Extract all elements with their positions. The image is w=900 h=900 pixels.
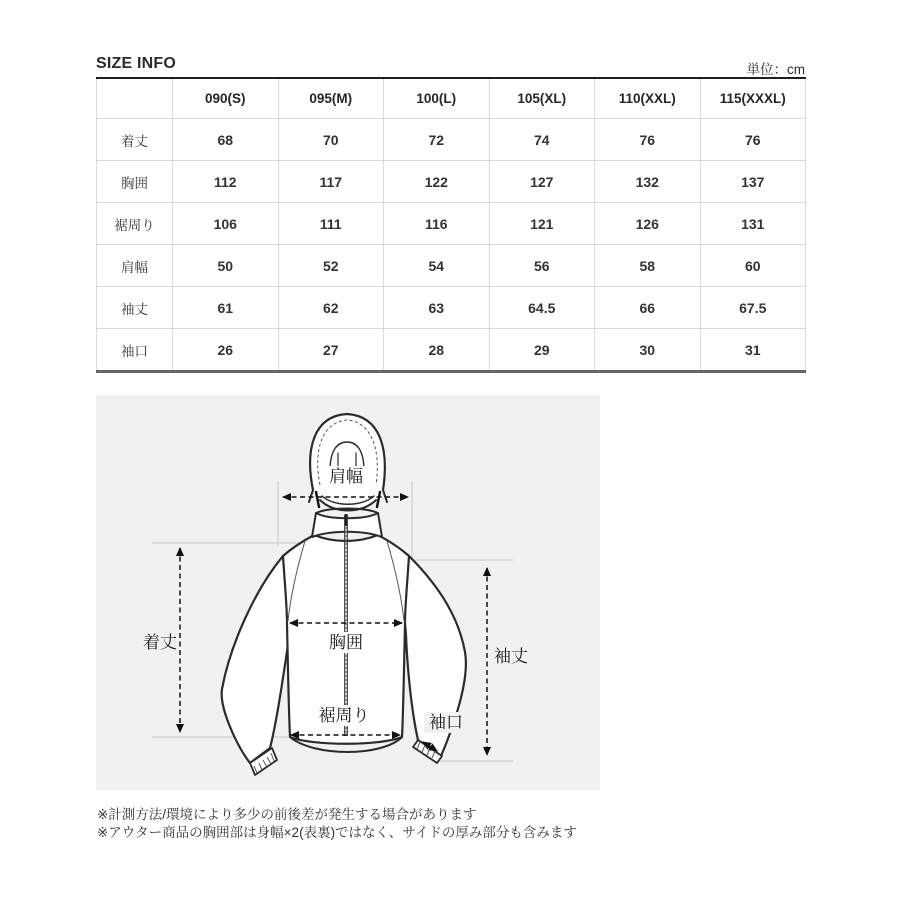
- hem-label: 裾周り: [318, 706, 370, 725]
- size-col-header: [97, 78, 173, 119]
- size-col-header: 090(S): [173, 78, 279, 119]
- size-col-header: 095(M): [278, 78, 384, 119]
- size-table: [96, 77, 806, 373]
- cell: 122: [384, 161, 490, 203]
- sleeve-length-label: 袖丈: [494, 647, 528, 666]
- cell: 58: [595, 245, 701, 287]
- cell: 112: [173, 161, 279, 203]
- cell: 63: [384, 287, 490, 329]
- cell: 106: [173, 203, 279, 245]
- cell: 116: [384, 203, 490, 245]
- cell: 126: [595, 203, 701, 245]
- row-label: 着丈: [97, 119, 173, 161]
- size-col-header: 100(L): [384, 78, 490, 119]
- shoulder-width-label: 肩幅: [329, 467, 363, 486]
- cuff-label: 袖口: [429, 713, 463, 732]
- page-title: SIZE INFO: [96, 55, 177, 72]
- cell: 74: [489, 119, 595, 161]
- cell: 64.5: [489, 287, 595, 329]
- row-label: 袖丈: [97, 287, 173, 329]
- cell: 117: [278, 161, 384, 203]
- jacket-measurement-diagram: [96, 395, 600, 790]
- cell: 52: [278, 245, 384, 287]
- cell: 111: [278, 203, 384, 245]
- size-col-header: 105(XL): [489, 78, 595, 119]
- cell: 26: [173, 329, 279, 372]
- cell: 131: [700, 203, 806, 245]
- cell: 31: [700, 329, 806, 372]
- footnotes: [97, 806, 577, 842]
- table-row: [97, 119, 806, 161]
- size-col-header: 115(XXXL): [700, 78, 806, 119]
- cell: 121: [489, 203, 595, 245]
- table-row: [97, 245, 806, 287]
- cell: 28: [384, 329, 490, 372]
- size-table-header-row: [97, 78, 806, 119]
- cell: 76: [595, 119, 701, 161]
- cell: 68: [173, 119, 279, 161]
- table-row: [97, 161, 806, 203]
- body-length-label: 着丈: [143, 633, 177, 652]
- cell: 67.5: [700, 287, 806, 329]
- left-sleeve: [222, 556, 292, 763]
- cell: 76: [700, 119, 806, 161]
- table-row: [97, 203, 806, 245]
- row-label: 肩幅: [97, 245, 173, 287]
- table-row: [97, 287, 806, 329]
- cell: 127: [489, 161, 595, 203]
- cell: 29: [489, 329, 595, 372]
- cell: 60: [700, 245, 806, 287]
- row-label: 裾周り: [97, 203, 173, 245]
- cell: 62: [278, 287, 384, 329]
- table-row: [97, 329, 806, 372]
- cell: 72: [384, 119, 490, 161]
- footnote-line: ※アウター商品の胸囲部は身幅×2(表裏)ではなく、サイドの厚み部分も含みます: [97, 824, 577, 840]
- cell: 27: [278, 329, 384, 372]
- cell: 56: [489, 245, 595, 287]
- footnote-line: ※計測方法/環境により多少の前後差が発生する場合があります: [97, 807, 477, 822]
- cell: 137: [700, 161, 806, 203]
- chest-label: 胸囲: [329, 633, 363, 652]
- row-label: 袖口: [97, 329, 173, 372]
- cell: 50: [173, 245, 279, 287]
- cell: 66: [595, 287, 701, 329]
- cell: 54: [384, 245, 490, 287]
- measurement-diagram-panel: [96, 395, 600, 790]
- cell: 61: [173, 287, 279, 329]
- size-col-header: 110(XXL): [595, 78, 701, 119]
- cell: 132: [595, 161, 701, 203]
- unit-label: 単位：cm: [746, 62, 805, 77]
- cell: 70: [278, 119, 384, 161]
- cell: 30: [595, 329, 701, 372]
- row-label: 胸囲: [97, 161, 173, 203]
